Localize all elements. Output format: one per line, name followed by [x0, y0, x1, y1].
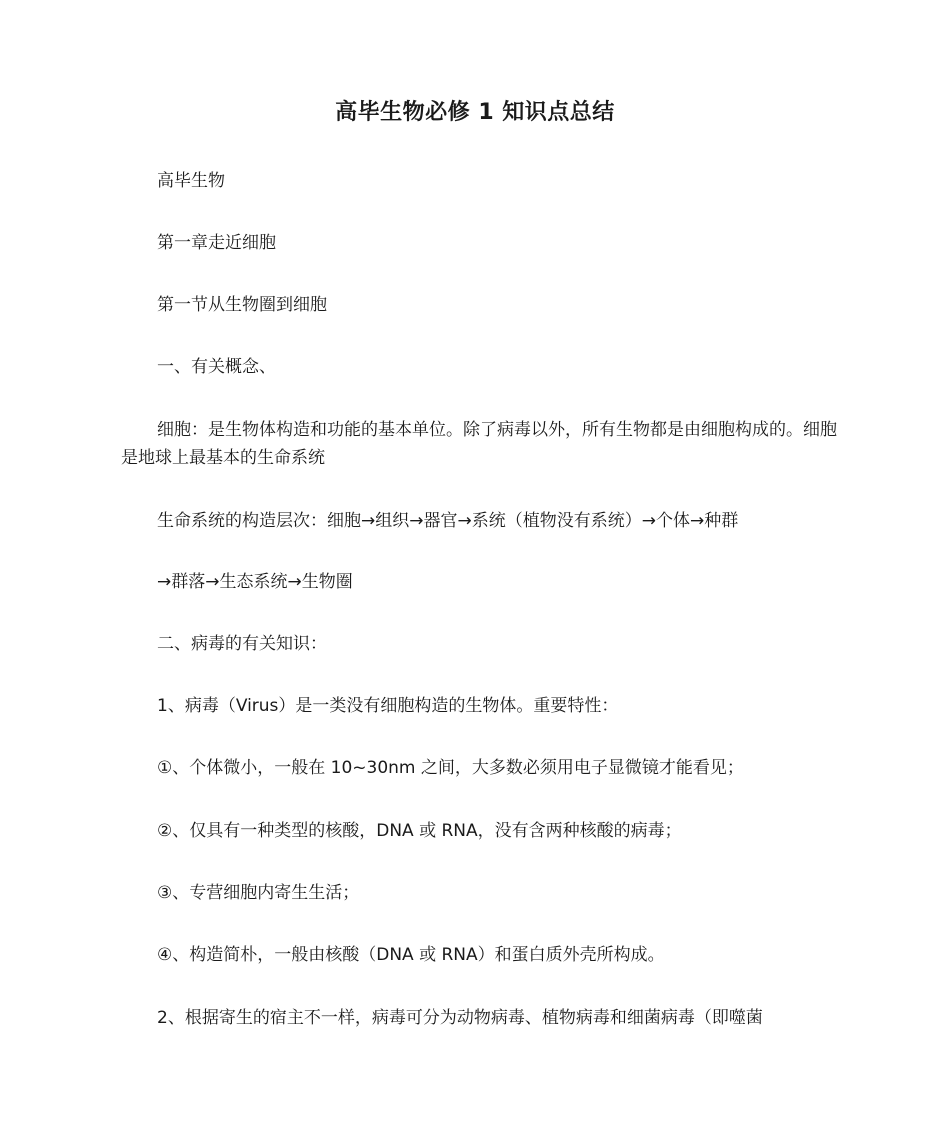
paragraph-chapter-heading: 第一章走近细胞 [157, 233, 276, 253]
paragraph-section-heading: 第一节从生物圈到细胞 [157, 295, 327, 315]
paragraph-virus-feature-2: ②、仅具有一种类型的核酸，DNA 或 RNA，没有含两种核酸的病毒； [157, 821, 682, 841]
paragraph-subject: 高毕生物 [157, 171, 225, 191]
paragraph-virus-feature-3: ③、专营细胞内寄生生活； [157, 883, 360, 903]
paragraph-virus-feature-4: ④、构造简朴，一般由核酸（DNA 或 RNA）和蛋白质外壳所构成。 [157, 945, 665, 965]
paragraph-virus-feature-1: ①、个体微小，一般在 10~30nm 之间，大多数必须用电子显微镜才能看见； [157, 758, 744, 778]
paragraph-virus-classification: 2、根据寄生的宿主不一样，病毒可分为动物病毒、植物病毒和细菌病毒（即噬菌 [157, 1008, 763, 1028]
paragraph-virus-intro: 1、病毒（Virus）是一类没有细胞构造的生物体。重要特性： [157, 696, 619, 716]
document-title: 高毕生物必修 1 知识点总结 [335, 100, 615, 125]
paragraph-virus-heading: 二、病毒的有关知识： [157, 634, 327, 654]
paragraph-life-system-levels: 生命系统的构造层次：细胞→组织→器官→系统（植物没有系统）→个体→种群 [157, 511, 739, 531]
paragraph-cell-definition: 细胞：是生物体构造和功能的基本单位。除了病毒以外，所有生物都是由细胞构成的。细胞是地球上最基本的生命系统 [121, 420, 837, 468]
paragraph-life-system-levels-cont: →群落→生态系统→生物圈 [157, 572, 353, 592]
paragraph-concepts-heading: 一、有关概念、 [157, 357, 276, 377]
